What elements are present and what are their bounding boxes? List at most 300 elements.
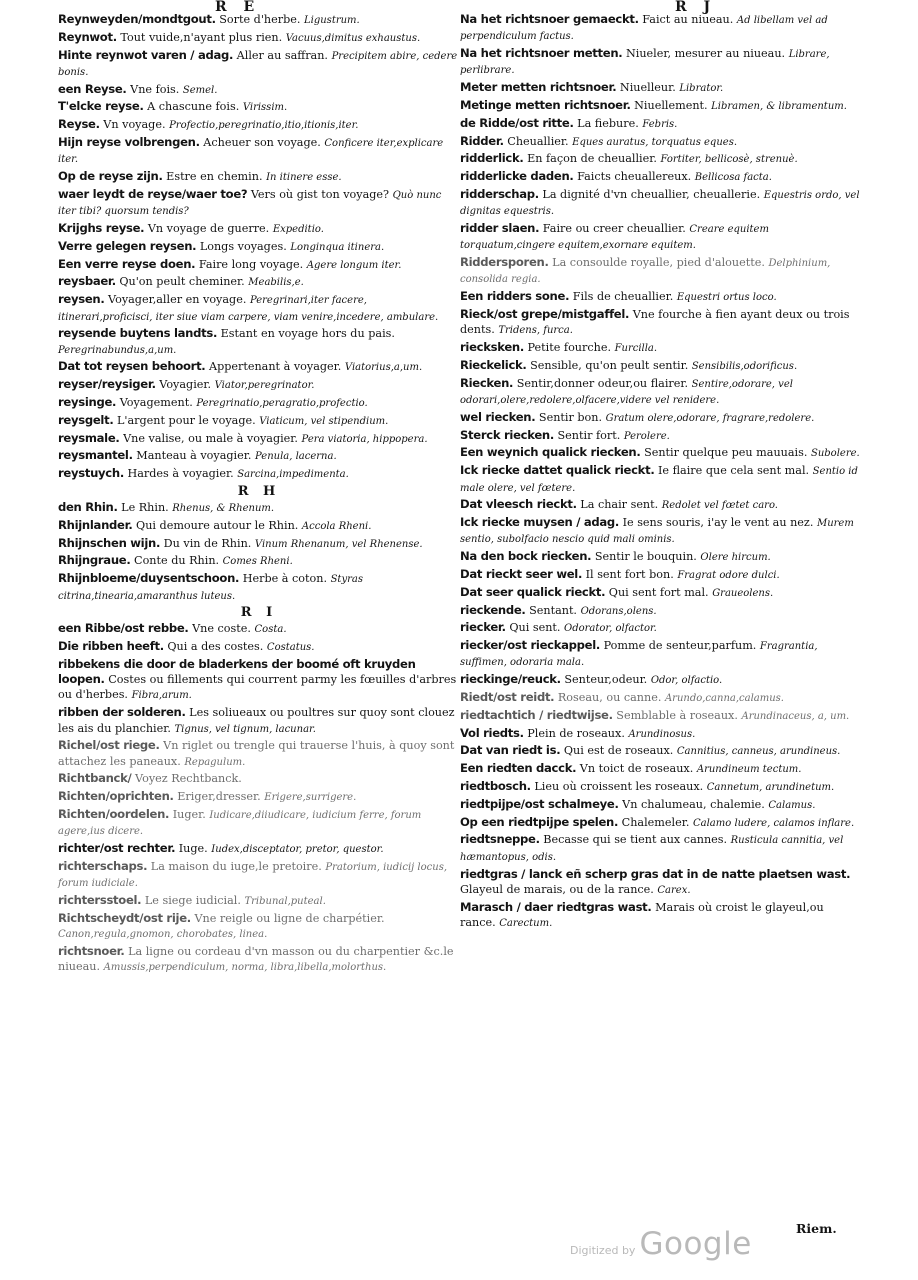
entry-latin: Peregrinari,iter facere, itinerari,proficisci, iter siue viam carpere, viam venire,incedere, ambulare. xyxy=(58,295,439,323)
entry-french: Vn voyage. xyxy=(103,118,166,132)
section-heading: R I xyxy=(240,605,278,621)
entry-french: Faire ou creer cheuallier. xyxy=(542,222,686,236)
entry-latin: Agere longum iter. xyxy=(306,259,402,271)
dictionary-entry xyxy=(460,797,862,813)
entry-french: Marais où croist le glayeul,ou rance. xyxy=(460,900,824,929)
entry-headword: riedtgras / lanck eñ scherp gras dat in de natte plaetsen wast. xyxy=(460,866,851,881)
entry-headword: Riddersporen. xyxy=(460,255,549,270)
entry-headword: reysende buytens landts. xyxy=(58,326,218,341)
entry-french: Sensible, qu'on peult sentir. xyxy=(530,358,689,372)
entry-latin: Styras citrina,tinearia,amaranthus luteus. xyxy=(58,574,363,602)
entry-french: Becasse qui se tient aux cannes. xyxy=(543,833,728,847)
entry-headword: ridderlicke daden. xyxy=(460,169,574,184)
entry-latin: Librare, perlibrare. xyxy=(460,49,830,77)
entry-french: Il sent fort bon. xyxy=(585,568,674,581)
entry-latin: Semel. xyxy=(182,84,218,96)
entry-headword: richtsnoer. xyxy=(58,943,125,958)
dictionary-entry xyxy=(58,738,460,770)
entry-headword: reysinge. xyxy=(58,395,117,410)
entry-french: Voyez Rechtbanck. xyxy=(135,772,242,786)
entry-headword: riedtpijpe/ost schalmeye. xyxy=(460,796,619,811)
dictionary-entry xyxy=(460,358,862,374)
entry-headword: Na het richtsnoer metten. xyxy=(460,46,623,61)
dictionary-entry xyxy=(58,911,460,943)
dictionary-entry xyxy=(58,257,460,273)
dictionary-entry xyxy=(58,431,460,447)
dictionary-entry xyxy=(58,621,460,637)
entry-french: Appertenant à voyager. xyxy=(208,360,342,374)
entry-latin: Bellicosa facta. xyxy=(694,172,772,184)
dictionary-entry xyxy=(460,463,862,496)
dictionary-entry xyxy=(58,536,460,552)
dictionary-entry xyxy=(58,553,460,569)
dictionary-entry xyxy=(460,134,862,150)
entry-french: Vne valise, ou male à voyagier. xyxy=(123,431,298,445)
dictionary-entry xyxy=(460,151,862,167)
entry-headword: Een ridders sone. xyxy=(460,289,570,304)
entry-headword: Dat seer qualick rieckt. xyxy=(460,584,606,599)
dictionary-entry xyxy=(460,98,862,114)
dictionary-entry xyxy=(58,841,460,857)
entry-latin: Accola Rheni. xyxy=(301,520,372,532)
entry-latin: Vinum Rhenanum, vel Rhenense. xyxy=(254,538,423,550)
entry-headword: T'elcke reyse. xyxy=(58,99,144,114)
entry-french: Voyager,aller en voyage. xyxy=(108,293,247,307)
entry-headword: Richten/oordelen. xyxy=(58,807,170,822)
entry-french: Sorte d'herbe. xyxy=(219,13,301,26)
entry-french: Glayeul de marais, ou de la rance. xyxy=(460,882,654,896)
dictionary-entry xyxy=(58,448,460,464)
entry-latin: Ad libellam vel ad perpendiculum factus. xyxy=(460,15,828,43)
entry-headword: reystuych. xyxy=(58,466,124,481)
entry-french: La consoulde royalle, pied d'alouette. xyxy=(552,256,765,270)
entry-french: Les soliueaux ou poultres sur quoy sont clouez les ais du planchier. xyxy=(58,706,455,735)
entry-headword: reyser/reysiger. xyxy=(58,377,156,392)
entry-headword: een Ribbe/ost rebbe. xyxy=(58,621,189,636)
entry-latin: Pratorium, iudicij locus, forum iudiciale. xyxy=(58,861,447,890)
entry-headword: richterschaps. xyxy=(58,858,148,873)
dictionary-entry xyxy=(460,12,862,45)
entry-headword: Meter metten richtsnoer. xyxy=(460,80,617,95)
entry-headword: Marasch / daer riedtgras wast. xyxy=(460,899,652,914)
entry-latin: Canon,regula,gnomon, chorobates, linea. xyxy=(58,929,268,941)
entry-headword: Dat van riedt is. xyxy=(460,743,561,758)
entry-headword: Een riedten dacck. xyxy=(460,761,577,776)
entry-latin: Tridens, furca. xyxy=(498,325,573,337)
dictionary-entry xyxy=(460,620,862,636)
entry-french: Qui demoure autour le Rhin. xyxy=(136,518,299,532)
entry-french: Niuelleur. xyxy=(619,81,676,95)
dictionary-entry xyxy=(460,289,862,305)
entry-latin: Erigere,surrigere. xyxy=(264,792,357,804)
entry-french: La maison du iuge,le pretoire. xyxy=(150,859,322,873)
entry-latin: Sentire,odorare, vel odorari,olere,redolere,olfacere,videre vel renidere. xyxy=(460,378,793,407)
entry-latin: Librator. xyxy=(679,83,724,95)
dictionary-entry xyxy=(58,48,460,81)
dictionary-entry xyxy=(460,761,862,777)
dictionary-entry xyxy=(58,944,460,976)
entry-french: Faict au niueau. xyxy=(642,13,734,26)
entry-headword: riecker. xyxy=(460,620,506,635)
entry-latin: Furcilla. xyxy=(614,343,658,355)
entry-french: Qui est de roseaux. xyxy=(563,744,674,758)
entry-french: Hardes à voyagier. xyxy=(127,467,234,481)
entry-latin: Cannitius, canneus, arundineus. xyxy=(676,746,841,758)
entry-headword: Op de reyse zijn. xyxy=(58,169,163,184)
entry-headword: Ick riecke dattet qualick rieckt. xyxy=(460,463,655,478)
entry-latin: Calamus. xyxy=(768,799,816,811)
entry-latin: Odorans,olens. xyxy=(580,605,657,617)
dictionary-entry xyxy=(58,518,460,534)
entry-latin: Conficere iter,explicare iter. xyxy=(58,138,444,166)
entry-french: Sentir le bouquin. xyxy=(594,550,697,564)
entry-french: Lieu où croissent les roseaux. xyxy=(534,780,704,794)
entry-french: Semblable à roseaux. xyxy=(616,708,738,722)
dictionary-entry xyxy=(460,410,862,426)
dictionary-entry xyxy=(58,859,460,892)
entry-latin: Viator,peregrinator. xyxy=(214,380,315,392)
dictionary-entry xyxy=(460,832,862,865)
entry-french: Manteau à voyagier. xyxy=(136,449,252,463)
dictionary-entry xyxy=(58,187,460,220)
entry-headword: Richel/ost riege. xyxy=(58,738,160,753)
entry-latin: Sarcina,impedimenta. xyxy=(237,469,349,481)
entry-french: Vne coste. xyxy=(192,622,251,636)
entry-headword: Dat rieckt seer wel. xyxy=(460,567,583,581)
dictionary-entry xyxy=(460,221,862,254)
dictionary-entry xyxy=(460,815,862,831)
entry-french: L'argent pour le voyage. xyxy=(116,413,256,427)
entry-latin: Expeditio. xyxy=(272,224,324,236)
entry-latin: Rhenus, & Rhenum. xyxy=(172,503,275,515)
entry-latin: Rusticula cannitia, vel hæmantopus, odis. xyxy=(460,835,844,863)
google-logo: Google xyxy=(639,1226,752,1262)
entry-french: Qui a des costes. xyxy=(167,640,264,654)
dictionary-entry xyxy=(58,466,460,482)
entry-latin: Redolet vel fœtet caro. xyxy=(661,500,778,512)
entry-latin: Viaticum, vel stipendium. xyxy=(259,415,389,427)
entry-headword: Een weynich qualick riecken. xyxy=(460,445,641,460)
dictionary-entry xyxy=(58,221,460,237)
left-column-header: R E xyxy=(215,0,261,15)
dictionary-entry xyxy=(58,893,460,909)
entry-french: Qu'on peult cheminer. xyxy=(119,275,245,289)
entry-latin: Febris. xyxy=(642,118,678,130)
entry-french: La chair sent. xyxy=(580,498,659,512)
dictionary-entry xyxy=(58,135,460,168)
entry-headword: Richtbanck/ xyxy=(58,771,132,786)
entry-headword: riecksken. xyxy=(460,340,524,355)
entry-latin: Eques auratus, torquatus eques. xyxy=(572,136,737,148)
entry-headword: Metinge metten richtsnoer. xyxy=(460,97,631,112)
entry-headword: Rieckelick. xyxy=(460,357,527,372)
entry-headword: Een verre reyse doen. xyxy=(58,256,196,271)
entry-headword: reysgelt. xyxy=(58,412,114,427)
dictionary-entry xyxy=(58,657,460,704)
entry-latin: Viatorius,a,um. xyxy=(344,362,423,374)
dictionary-entry xyxy=(58,789,460,805)
entry-latin: Tribunal,puteal. xyxy=(244,896,326,908)
entry-latin: Carex. xyxy=(657,884,691,896)
dictionary-entry xyxy=(460,116,862,132)
entry-french: Longs voyages. xyxy=(199,239,287,253)
entry-headword: Rhijnbloeme/duysentschoon. xyxy=(58,571,240,586)
watermark-prefix: Digitized by xyxy=(570,1244,636,1257)
dictionary-entry xyxy=(58,99,460,115)
entry-latin: Sentio id male olere, vel fœtere. xyxy=(460,466,858,494)
entry-headword: Hinte reynwot varen / adag. xyxy=(58,47,234,62)
entry-headword: rieckinge/reuck. xyxy=(460,672,561,687)
entry-headword: Vol riedts. xyxy=(460,725,524,740)
entry-latin: Cannetum, arundinetum. xyxy=(706,782,835,794)
entry-french: Costes ou fillements qui courrent parmy les fœuilles d'arbres ou d'herbes. xyxy=(58,673,457,702)
dictionary-entry xyxy=(58,639,460,655)
entry-latin: Virissim. xyxy=(242,102,288,114)
dictionary-entry xyxy=(460,46,862,79)
entry-headword: ribbekens die door de bladerkens der boomé oft kruyden loopen. xyxy=(58,656,416,687)
entry-french: Le Rhin. xyxy=(121,501,169,515)
entry-latin: Peregrinatio,peragratio,profectio. xyxy=(196,398,368,410)
dictionary-entry xyxy=(58,359,460,375)
entry-latin: Equestri ortus loco. xyxy=(676,292,777,304)
entry-headword: reysbaer. xyxy=(58,274,116,289)
entry-headword: richtersstoel. xyxy=(58,893,142,908)
entry-headword: Sterck riecken. xyxy=(460,427,554,442)
dictionary-entry xyxy=(460,690,862,706)
dictionary-entry xyxy=(460,585,862,601)
entry-latin: Creare equitem torquatum,cingere equitem,exornare equitem. xyxy=(460,224,769,252)
entry-latin: Graueolens. xyxy=(712,587,774,599)
entry-latin: Fragrat odore dulci. xyxy=(677,570,780,581)
entry-french: Sentir,donner odeur,ou flairer. xyxy=(516,376,689,390)
dictionary-entry xyxy=(58,771,460,787)
entry-latin: Amussis,perpendiculum, norma, libra,libella,molorthus. xyxy=(103,962,387,974)
dictionary-entry xyxy=(58,274,460,290)
dictionary-entry xyxy=(460,515,862,548)
dictionary-entry xyxy=(460,672,862,688)
entry-latin: Longinqua itinera. xyxy=(290,241,385,253)
entry-latin: In itinere esse. xyxy=(266,172,342,184)
dictionary-entry xyxy=(58,30,460,46)
entry-french: Fils de cheuallier. xyxy=(572,290,674,304)
right-column-header: R J xyxy=(675,0,717,15)
entry-headword: waer leydt de reyse/waer toe? xyxy=(58,186,248,201)
entry-french: Iuge. xyxy=(178,842,208,856)
dictionary-entry xyxy=(460,867,862,899)
entry-latin: Repagulum. xyxy=(184,756,246,768)
dictionary-entry xyxy=(58,705,460,737)
entry-headword: Rieck/ost grepe/mistgaffel. xyxy=(460,307,630,322)
entry-french: La fiebure. xyxy=(577,116,639,130)
entry-latin: Olere hircum. xyxy=(700,552,771,564)
entry-headword: reysen. xyxy=(58,292,105,307)
entry-headword: de Ridde/ost ritte. xyxy=(460,115,574,130)
entry-latin: Peregrinabundus,a,um. xyxy=(58,344,177,356)
entry-latin: Odor, olfactio. xyxy=(650,675,723,687)
entry-french: Sentir fort. xyxy=(557,428,621,442)
entry-french: Ie flaire que cela sent mal. xyxy=(658,464,810,478)
entry-headword: Na het richtsnoer gemaeckt. xyxy=(460,12,639,26)
entry-latin: Costa. xyxy=(254,624,287,636)
entry-latin: Perolere. xyxy=(623,430,670,442)
dictionary-entry xyxy=(58,82,460,98)
entry-headword: ribben der solderen. xyxy=(58,705,186,720)
entry-french: Chalemeler. xyxy=(621,815,690,829)
entry-latin: Delphinium, consolida regia. xyxy=(460,258,831,286)
dictionary-entry xyxy=(460,428,862,444)
entry-headword: Riedt/ost reidt. xyxy=(460,690,555,705)
dictionary-entry xyxy=(58,12,460,28)
entry-french: Vn voyage de guerre. xyxy=(147,222,270,236)
entry-french: Estant en voyage hors du pais. xyxy=(220,327,395,341)
entry-headword: Reynweyden/mondtgout. xyxy=(58,12,216,26)
entry-french: Tout vuide,n'ayant plus rien. xyxy=(120,30,283,44)
entry-latin: Precipitem abire, cedere bonis. xyxy=(58,50,458,78)
entry-french: Voyagier. xyxy=(159,378,212,392)
dictionary-entry xyxy=(460,638,862,671)
entry-french: Voyagement. xyxy=(119,396,193,410)
entry-french: Qui sent fort mal. xyxy=(608,585,709,599)
entry-headword: Ick riecke muysen / adag. xyxy=(460,515,620,530)
entry-latin: Fibra,arum. xyxy=(131,690,192,702)
entry-headword: reysmantel. xyxy=(58,448,133,463)
entry-french: Vers où gist ton voyage? xyxy=(250,187,390,201)
entry-headword: wel riecken. xyxy=(460,409,536,424)
entry-latin: Fragrantia, suffimen, odoraria mala. xyxy=(460,641,818,669)
dictionary-entry xyxy=(58,117,460,133)
entry-headword: ridderlick. xyxy=(460,151,524,166)
entry-latin: Meabilis,e. xyxy=(248,277,304,289)
entry-latin: Odorator, olfactor. xyxy=(564,623,657,635)
dictionary-entry xyxy=(58,413,460,429)
entry-french: En façon de cheuallier. xyxy=(527,152,657,166)
entry-french: Estre en chemin. xyxy=(166,170,263,184)
entry-headword: Dat tot reysen behoort. xyxy=(58,359,206,374)
entry-latin: Equestris ordo, vel dignitas equestris. xyxy=(460,189,860,218)
dictionary-entry xyxy=(460,255,862,288)
dictionary-entry xyxy=(460,169,862,185)
entry-latin: Ligustrum. xyxy=(304,15,360,26)
entry-headword: riedtsneppe. xyxy=(460,832,540,847)
entry-headword: Verre gelegen reysen. xyxy=(58,238,197,253)
entry-latin: Calamo ludere, calamos inflare. xyxy=(692,817,855,829)
entry-latin: Comes Rheni. xyxy=(222,556,293,568)
entry-latin: Profectio,peregrinatio,itio,itionis,iter. xyxy=(169,120,359,132)
entry-french: La ligne ou cordeau d'vn masson ou du charpentier &c.le niueau. xyxy=(58,944,454,974)
entry-headword: Ridder. xyxy=(460,133,504,148)
entry-french: Iuger. xyxy=(172,808,206,822)
entry-french: Le siege iudicial. xyxy=(144,894,241,908)
entry-latin: Sensibilis,odorificus. xyxy=(691,360,798,372)
entry-headword: een Reyse. xyxy=(58,81,127,96)
entry-french: Aller au saffran. xyxy=(236,48,328,62)
dictionary-entry xyxy=(460,187,862,220)
entry-headword: den Rhin. xyxy=(58,500,118,515)
entry-headword: ridder slaen. xyxy=(460,221,540,236)
entry-french: Herbe à coton. xyxy=(242,572,328,586)
dictionary-entry xyxy=(460,80,862,96)
entry-headword: Na den bock riecken. xyxy=(460,549,592,564)
entry-headword: Krijghs reyse. xyxy=(58,221,145,236)
dictionary-entry xyxy=(58,377,460,393)
entry-french: Sentant. xyxy=(529,603,577,617)
entry-french: Sentir bon. xyxy=(538,410,603,424)
entry-french: Vne reigle ou ligne de charpétier. xyxy=(194,911,385,925)
entry-headword: Rhijnlander. xyxy=(58,517,133,532)
entry-headword: ridderschap. xyxy=(460,186,539,201)
entry-french: Petite fourche. xyxy=(527,341,611,355)
entry-french: Niueler, mesurer au niueau. xyxy=(625,47,786,61)
entry-latin: Arundo,canna,calamus. xyxy=(664,693,784,705)
left-column xyxy=(58,12,460,977)
dictionary-entry xyxy=(460,726,862,742)
entry-french: Ie sens souris, i'ay le vent au nez. xyxy=(622,516,814,530)
entry-french: Vn riglet ou trengle qui trauerse l'huis, à quoy sont attachez les paneaux. xyxy=(58,739,455,768)
entry-latin: Iudicare,diiudicare, iudicium ferre, forum agere,ius dicere. xyxy=(58,810,422,838)
entry-latin: Fortiter, bellicosè, strenuè. xyxy=(660,154,798,166)
entry-latin: Costatus. xyxy=(266,642,315,654)
entry-latin: Vacuus,dimitus exhaustus. xyxy=(285,32,421,44)
dictionary-entry xyxy=(460,708,862,724)
entry-headword: Rhijngraue. xyxy=(58,553,131,568)
dictionary-entry xyxy=(58,292,460,325)
dictionary-entry xyxy=(58,326,460,358)
dictionary-entry xyxy=(460,445,862,461)
entry-french: Plein de roseaux. xyxy=(527,726,625,740)
entry-headword: Hijn reyse volbrengen. xyxy=(58,135,200,150)
entry-latin: Arundineum tectum. xyxy=(696,764,802,776)
right-column xyxy=(460,12,862,933)
entry-french: A chascune fois. xyxy=(147,100,240,114)
entry-french: Vne fois. xyxy=(130,82,180,96)
entry-headword: reysmale. xyxy=(58,430,120,445)
entry-headword: rieckende. xyxy=(460,602,526,617)
dictionary-entry xyxy=(460,743,862,759)
entry-latin: Subolere. xyxy=(810,448,860,460)
dictionary-entry xyxy=(460,307,862,339)
dictionary-entry xyxy=(460,567,862,583)
entry-latin: Libramen, & libramentum. xyxy=(711,100,847,112)
entry-headword: riedtbosch. xyxy=(460,779,531,794)
entry-headword: Reyse. xyxy=(58,117,100,132)
entry-french: Pomme de senteur,parfum. xyxy=(603,639,757,653)
dictionary-entry xyxy=(460,779,862,795)
entry-latin: Arundinosus. xyxy=(628,728,696,740)
entry-latin: Quò nunc iter tibi? quorsum tendis? xyxy=(58,189,442,218)
entry-french: Qui sent. xyxy=(509,621,561,635)
entry-french: La dignité d'vn cheuallier, cheuallerie. xyxy=(542,187,761,201)
entry-headword: Riecken. xyxy=(460,375,514,390)
entry-headword: Richtscheydt/ost rije. xyxy=(58,910,191,925)
entry-french: Acheuer son voyage. xyxy=(203,136,321,150)
entry-latin: Murem sentio, subolfacio nescio quid mali ominis. xyxy=(460,518,854,546)
entry-french: Vn toict de roseaux. xyxy=(579,762,694,776)
section-heading: R H xyxy=(237,484,281,500)
entry-latin: Penula, lacerna. xyxy=(255,451,337,463)
entry-latin: Arundinaceus, a, um. xyxy=(741,710,850,722)
entry-latin: Iudex,disceptator, pretor, questor. xyxy=(211,844,384,856)
dictionary-entry xyxy=(460,497,862,513)
dictionary-entry xyxy=(460,376,862,409)
dictionary-entry xyxy=(460,603,862,619)
entry-headword: Op een riedtpijpe spelen. xyxy=(460,814,619,829)
dictionary-entry xyxy=(58,169,460,185)
entry-headword: richter/ost rechter. xyxy=(58,841,176,856)
entry-french: Cheuallier. xyxy=(507,134,569,148)
dictionary-entry xyxy=(58,395,460,411)
entry-headword: riecker/ost rieckappel. xyxy=(460,638,600,653)
entry-french: Du vin de Rhin. xyxy=(163,536,252,550)
